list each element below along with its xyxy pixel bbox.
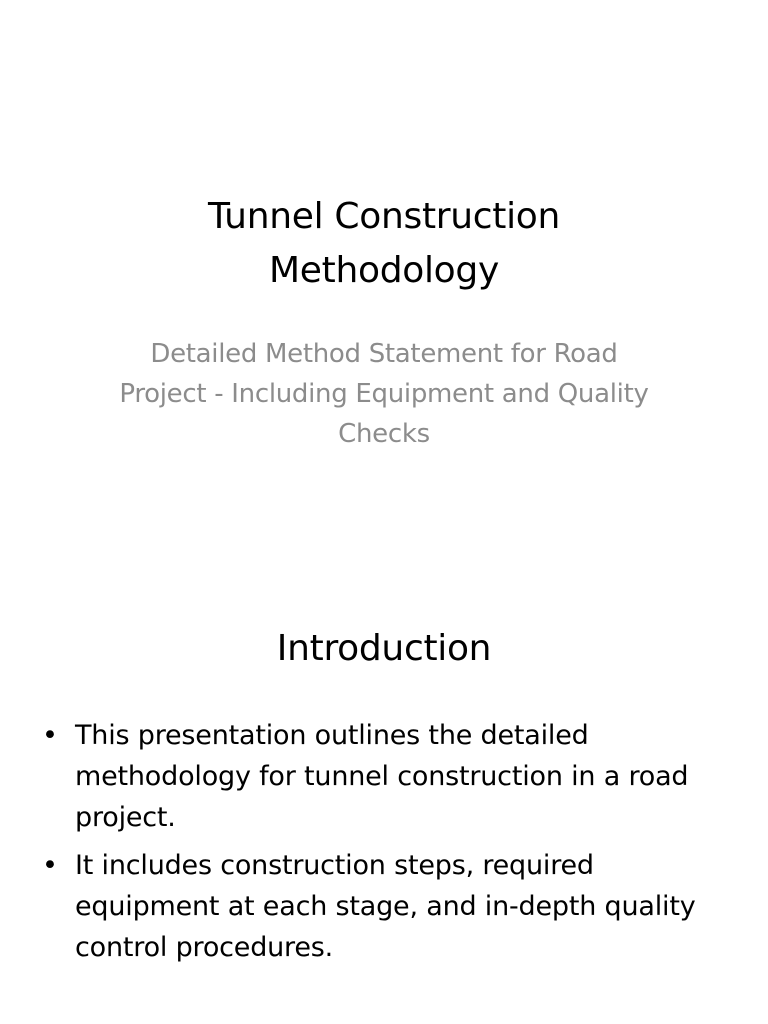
slide-subtitle: Detailed Method Statement for Road Project - Including Equipment and Quality Checks [119, 339, 649, 449]
slide-heading: Introduction [276, 628, 492, 669]
bullet-text: This presentation outlines the detailed methodology for tunnel construction in a road project. [75, 720, 689, 833]
bullet-text: It includes construction steps, required equipment at each stage, and in-depth quality control procedures. [75, 850, 696, 963]
bullet-list [40, 715, 730, 975]
bullet-item [40, 845, 730, 968]
bullet-icon: • [42, 850, 58, 881]
introduction-slide [0, 576, 768, 1024]
bullet-item [40, 715, 730, 838]
bullet-icon: • [42, 720, 58, 751]
slide-title: Tunnel Construction Methodology [207, 196, 561, 291]
